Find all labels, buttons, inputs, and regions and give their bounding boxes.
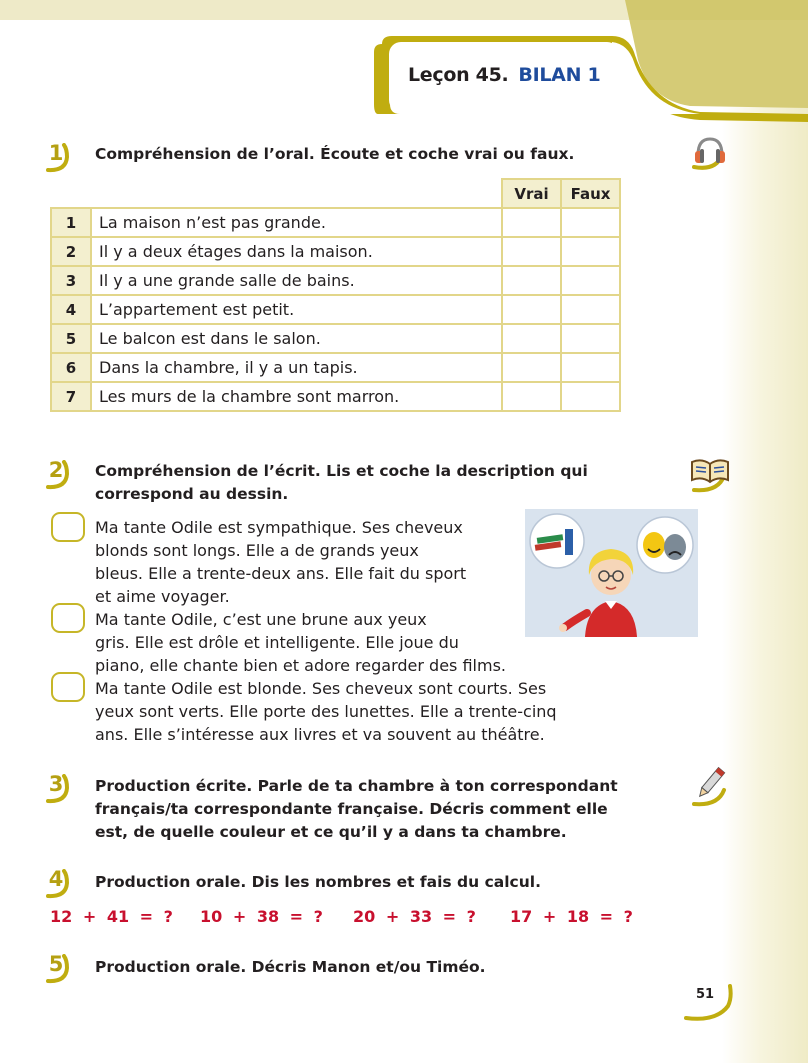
vrai-header: Vrai [502, 179, 561, 208]
row-number: 1 [51, 208, 91, 237]
table-row [51, 266, 620, 295]
pencil-icon [690, 764, 730, 808]
header-decoration [0, 0, 808, 140]
table-row [51, 295, 620, 324]
text-line: bleus. Elle a trente-deux ans. Elle fait du sport [95, 564, 467, 583]
vrai-checkbox[interactable] [502, 266, 561, 295]
aunt-illustration [525, 509, 698, 637]
title-line: est, de quelle couleur et ce qu’il y a dans ta chambre. [95, 823, 567, 841]
row-number: 2 [51, 237, 91, 266]
headphones-icon [690, 131, 730, 173]
faux-header: Faux [561, 179, 620, 208]
row-number: 4 [51, 295, 91, 324]
faux-checkbox[interactable] [561, 324, 620, 353]
row-number: 6 [51, 353, 91, 382]
table-row [51, 237, 620, 266]
table-row [51, 208, 620, 237]
description-checkbox-1[interactable] [51, 512, 85, 542]
vrai-checkbox[interactable] [502, 324, 561, 353]
lesson-title [408, 64, 600, 86]
table-row [51, 324, 620, 353]
text-line: Ma tante Odile, c’est une brune aux yeux [95, 610, 427, 629]
text-line: ans. Elle s’intéresse aux livres et va souvent au théâtre. [95, 725, 545, 744]
title-line: Compréhension de l’écrit. Lis et coche la description qui [95, 462, 588, 480]
statement: Le balcon est dans le salon. [91, 324, 502, 353]
exercise-number: 2 [48, 458, 64, 482]
side-gradient [722, 0, 808, 1063]
vrai-checkbox[interactable] [502, 208, 561, 237]
text-line: blonds sont longs. Elle a de grands yeux [95, 541, 419, 560]
faux-checkbox[interactable] [561, 237, 620, 266]
vrai-checkbox[interactable] [502, 382, 561, 411]
text-line: Ma tante Odile est sympathique. Ses cheveux [95, 518, 463, 537]
exercise-title [95, 775, 620, 844]
description-1 [95, 516, 466, 608]
statement: Il y a une grande salle de bains. [91, 266, 502, 295]
vrai-checkbox[interactable] [502, 295, 561, 324]
table-row [51, 353, 620, 382]
exercise-title: Compréhension de l’oral. Écoute et coche vrai ou faux. [95, 145, 575, 163]
statement: L’appartement est petit. [91, 295, 502, 324]
statement: Les murs de la chambre sont marron. [91, 382, 502, 411]
text-line: yeux sont verts. Elle porte des lunettes. Elle a trente-cinq [95, 702, 557, 721]
statement: La maison n’est pas grande. [91, 208, 502, 237]
exercise-number: 3 [48, 772, 64, 796]
true-false-table [50, 178, 621, 412]
title-line: Production écrite. Parle de ta chambre à ton correspondant [95, 777, 618, 795]
statement: Dans la chambre, il y a un tapis. [91, 353, 502, 382]
page-number: 51 [695, 987, 715, 1002]
statement: Il y a deux étages dans la maison. [91, 237, 502, 266]
text-line: Ma tante Odile est blonde. Ses cheveux sont courts. Ses [95, 679, 547, 698]
exercise-title: Production orale. Décris Manon et/ou Timéo. [95, 958, 486, 976]
description-3 [95, 677, 557, 746]
exercise-title: Production orale. Dis les nombres et fais du calcul. [95, 873, 541, 891]
exercise-number: 4 [48, 867, 64, 891]
description-2 [95, 608, 506, 677]
text-line: piano, elle chante bien et adore regarder des films. [95, 656, 506, 675]
faux-checkbox[interactable] [561, 208, 620, 237]
text-line: et aime voyager. [95, 587, 230, 606]
table-row [51, 382, 620, 411]
open-book-icon [688, 450, 732, 494]
vrai-checkbox[interactable] [502, 353, 561, 382]
faux-checkbox[interactable] [561, 382, 620, 411]
text-line: gris. Elle est drôle et intelligente. Elle joue du [95, 633, 459, 652]
title-line: français/ta correspondante française. Décris comment elle [95, 800, 608, 818]
calculation-2: 10 + 38 = ? [200, 907, 323, 926]
vrai-checkbox[interactable] [502, 237, 561, 266]
title-line: correspond au dessin. [95, 485, 289, 503]
row-number: 7 [51, 382, 91, 411]
row-number: 3 [51, 266, 91, 295]
row-number: 5 [51, 324, 91, 353]
faux-checkbox[interactable] [561, 295, 620, 324]
exercise-number: 5 [48, 952, 64, 976]
faux-checkbox[interactable] [561, 266, 620, 295]
exercise-number: 1 [48, 141, 64, 165]
description-checkbox-3[interactable] [51, 672, 85, 702]
exercise-title [95, 460, 620, 506]
lesson-label: Leçon 45. [408, 64, 509, 86]
faux-checkbox[interactable] [561, 353, 620, 382]
description-checkbox-2[interactable] [51, 603, 85, 633]
calculation-4: 17 + 18 = ? [510, 907, 633, 926]
bilan-label: BILAN 1 [518, 64, 601, 86]
calculation-3: 20 + 33 = ? [353, 907, 476, 926]
calculation-1: 12 + 41 = ? [50, 907, 173, 926]
